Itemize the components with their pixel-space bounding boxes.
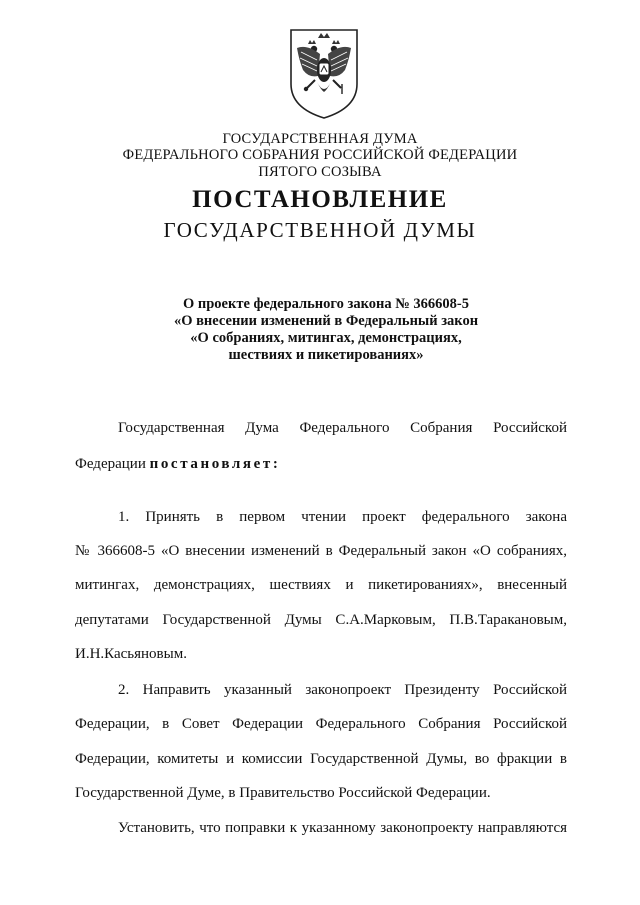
coat-of-arms-emblem bbox=[287, 26, 361, 120]
final-paragraph-line-1: Установить, что поправки к указанному законопроекту направляются bbox=[118, 820, 567, 836]
subject-line-2: «О внесении изменений в Федеральный закон bbox=[173, 313, 479, 329]
document-subtitle: ГОСУДАРСТВЕННОЙ ДУМЫ bbox=[163, 218, 477, 242]
document-title: ПОСТАНОВЛЕНИЕ bbox=[192, 186, 448, 213]
item1-line-2: № 366608-5 «О внесении изменений в Федеральный закон «О собраниях, bbox=[75, 543, 567, 559]
preamble-line-1: Государственная Дума Федерального Собрания Российской bbox=[118, 420, 567, 436]
item1-line-1: 1. Принять в первом чтении проект федерального закона bbox=[118, 509, 567, 525]
preamble-line-2 bbox=[75, 455, 567, 473]
subject-line-4: шествиях и пикетированиях» bbox=[228, 347, 424, 363]
header-line-1: ГОСУДАРСТВЕННАЯ ДУМА bbox=[222, 131, 418, 147]
item1-line-4: депутатами Государственной Думы С.А.Марковым, П.В.Таракановым, bbox=[75, 612, 567, 628]
item2-line-2: Федерации, в Совет Федерации Федерального Собрания Российской bbox=[75, 716, 567, 732]
preamble-decree-word: постановляет: bbox=[149, 456, 281, 472]
item2-line-4: Государственной Думе, в Правительство Российской Федерации. bbox=[75, 785, 491, 801]
item1-line-5: И.Н.Касьяновым. bbox=[75, 646, 187, 662]
item2-line-1: 2. Направить указанный законопроект Президенту Российской bbox=[118, 682, 567, 698]
header-line-3: ПЯТОГО СОЗЫВА bbox=[258, 164, 382, 180]
item2-line-3: Федерации, комитеты и комиссии Государственной Думы, во фракции в bbox=[75, 751, 567, 767]
header-line-2: ФЕДЕРАЛЬНОГО СОБРАНИЯ РОССИЙСКОЙ ФЕДЕРАЦИИ bbox=[122, 147, 518, 163]
preamble-text: Федерации bbox=[75, 456, 150, 472]
subject-line-3: «О собраниях, митингах, демонстрациях, bbox=[190, 330, 462, 346]
item1-line-3: митингах, демонстрациях, шествиях и пикетированиях», внесенный bbox=[75, 577, 567, 593]
subject-line-1: О проекте федерального закона № 366608-5 bbox=[182, 296, 470, 312]
